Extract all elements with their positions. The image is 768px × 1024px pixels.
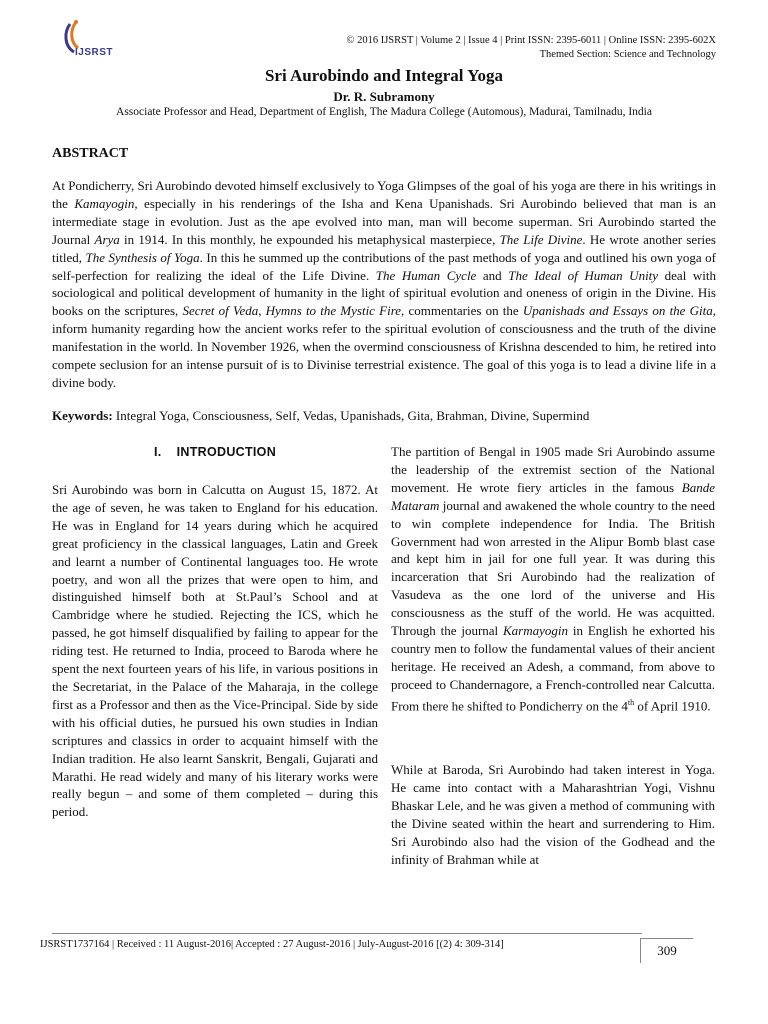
abstract-body: At Pondicherry, Sri Aurobindo devoted himself exclusively to Yoga Glimpses of the goal of his yoga are there in his writings in the Kamayogin, especially in his renderings of the Isha and Kena Upanishads. Sri Aurobindo believed that man is an intermediate stage in evolution. Just as the ape evolved into man, man will become superman. Sri Aurobindo started the Journal Arya in 1914. In this monthly, he expounded his metaphysical masterpiece, The Life Divine. He wrote another series titled, The Synthesis of Yoga. In this he summed up the contributions of the past methods of yoga and outlined his own yoga of self-perfection for realizing the ideal of the Life Divine. The Human Cycle and The Ideal of Human Unity deal with sociological and political development of humanity in the light of spiritual evolution and oneness of origin in the Divine. His books on the scriptures, Secret of Veda, Hymns to the Mystic Fire, commentaries on the Upanishads and Essays on the Gita, inform humanity regarding how the ancient works refer to the spiritual evolution of consciousness and the truth of the divine manifestation in the world. In November 1926, when the overmind consciousness of Krishna descended to him, he retired into compete seclusion for an intense pursuit of is to Divinise terrestrial existence. The goal of this yoga is to lead a divine life in a divine body. [52,178,717,390]
logo-text: IJSRST [75,47,114,58]
keywords-list: Integral Yoga, Consciousness, Self, Vedas, Upanishads, Gita, Brahman, Divine, Supermind [112,408,590,423]
journal-info: © 2016 IJSRST | Volume 2 | Issue 4 | Print ISSN: 2395-6011 | Online ISSN: 2395-602X [346,35,716,46]
keywords-label: Keywords: [52,408,113,423]
paper-title: Sri Aurobindo and Integral Yoga [264,66,504,85]
abstract-heading: ABSTRACT [52,146,129,161]
footer-citation: IJSRST1737164 | Received : 11 August-2016| Accepted : 27 August-2016 | July-August-2016 [(2) 4: 309-314] [40,939,504,950]
intro-paragraph-3: While at Baroda, Sri Aurobindo had taken interest in Yoga. He came into contact with a Maharashtrian Yogi, Vishnu Bhaskar Lele, and he was given a method of communing with the Divine seated within the heart and surrendering to Him. Sri Aurobindo also had the vision of the Godhead and the infinity of Brahman while at [391,762,715,867]
themed-section: Themed Section: Science and Technology [539,49,716,60]
section-heading-introduction: I. INTRODUCTION [153,445,277,459]
intro-paragraph-1: Sri Aurobindo was born in Calcutta on August 15, 1872. At the age of seven, he was taken to England for his education. He was in England for 14 years during which he acquired great proficiency in the classical languages, Latin and Greek and learnt a number of Continental languages too. He wrote poetry, and won all the prizes that were open to him, and distinguished himself both at St.Paul’s School and at Cambridge where he studied. Rejecting the ICS, which he passed, he got himself disqualified by failing to appear for the riding test. He returned to India, proceed to Baroda where he spent the next fourteen years of his life, in various positions in the Secretariat, in the Palace of the Maharaja, in the college first as a Professor and then as the Vice-Principal. Side by side with his official duties, he pursued his own studies in Indian scriptures and classics in order to acquaint himself with the Indian tradition. He also learnt Sanskrit, Bengali, Gujarati and Marathi. He read widely and many of his literary works were really begun – and some of them completed – during this period. [52,482,378,820]
page-number: 309 [640,938,693,963]
footer-divider [52,933,642,934]
author-name: Dr. R. Subramony [333,89,435,104]
keywords [52,407,716,424]
author-affiliation: Associate Professor and Head, Department of English, The Madura College (Automous), Madurai, Tamilnadu, India [116,106,652,118]
intro-paragraph-2: The partition of Bengal in 1905 made Sri Aurobindo assume the leadership of the extremist section of the National movement. He wrote fiery articles in the famous Bande Mataram journal and awakened the whole country to the need to win complete independence for India. The British Government had won arrested in the Alipur Bomb blast case and kept him in jail for one full year. It was during this incarceration that Sri Aurobindo had the realization of Vasudeva as the one lord of the universe and His consciousness as the stuff of the world. He was acquitted. Through the journal Karmayogin in English he exhorted his country men to follow the fundamental values of their ancient heritage. He received an Adesh, a command, from above to proceed to Chandernagore, a French-controlled near Calcutta. From there he shifted to Pondicherry on the 4th of April 1910. [391,444,715,714]
journal-logo [62,18,122,66]
